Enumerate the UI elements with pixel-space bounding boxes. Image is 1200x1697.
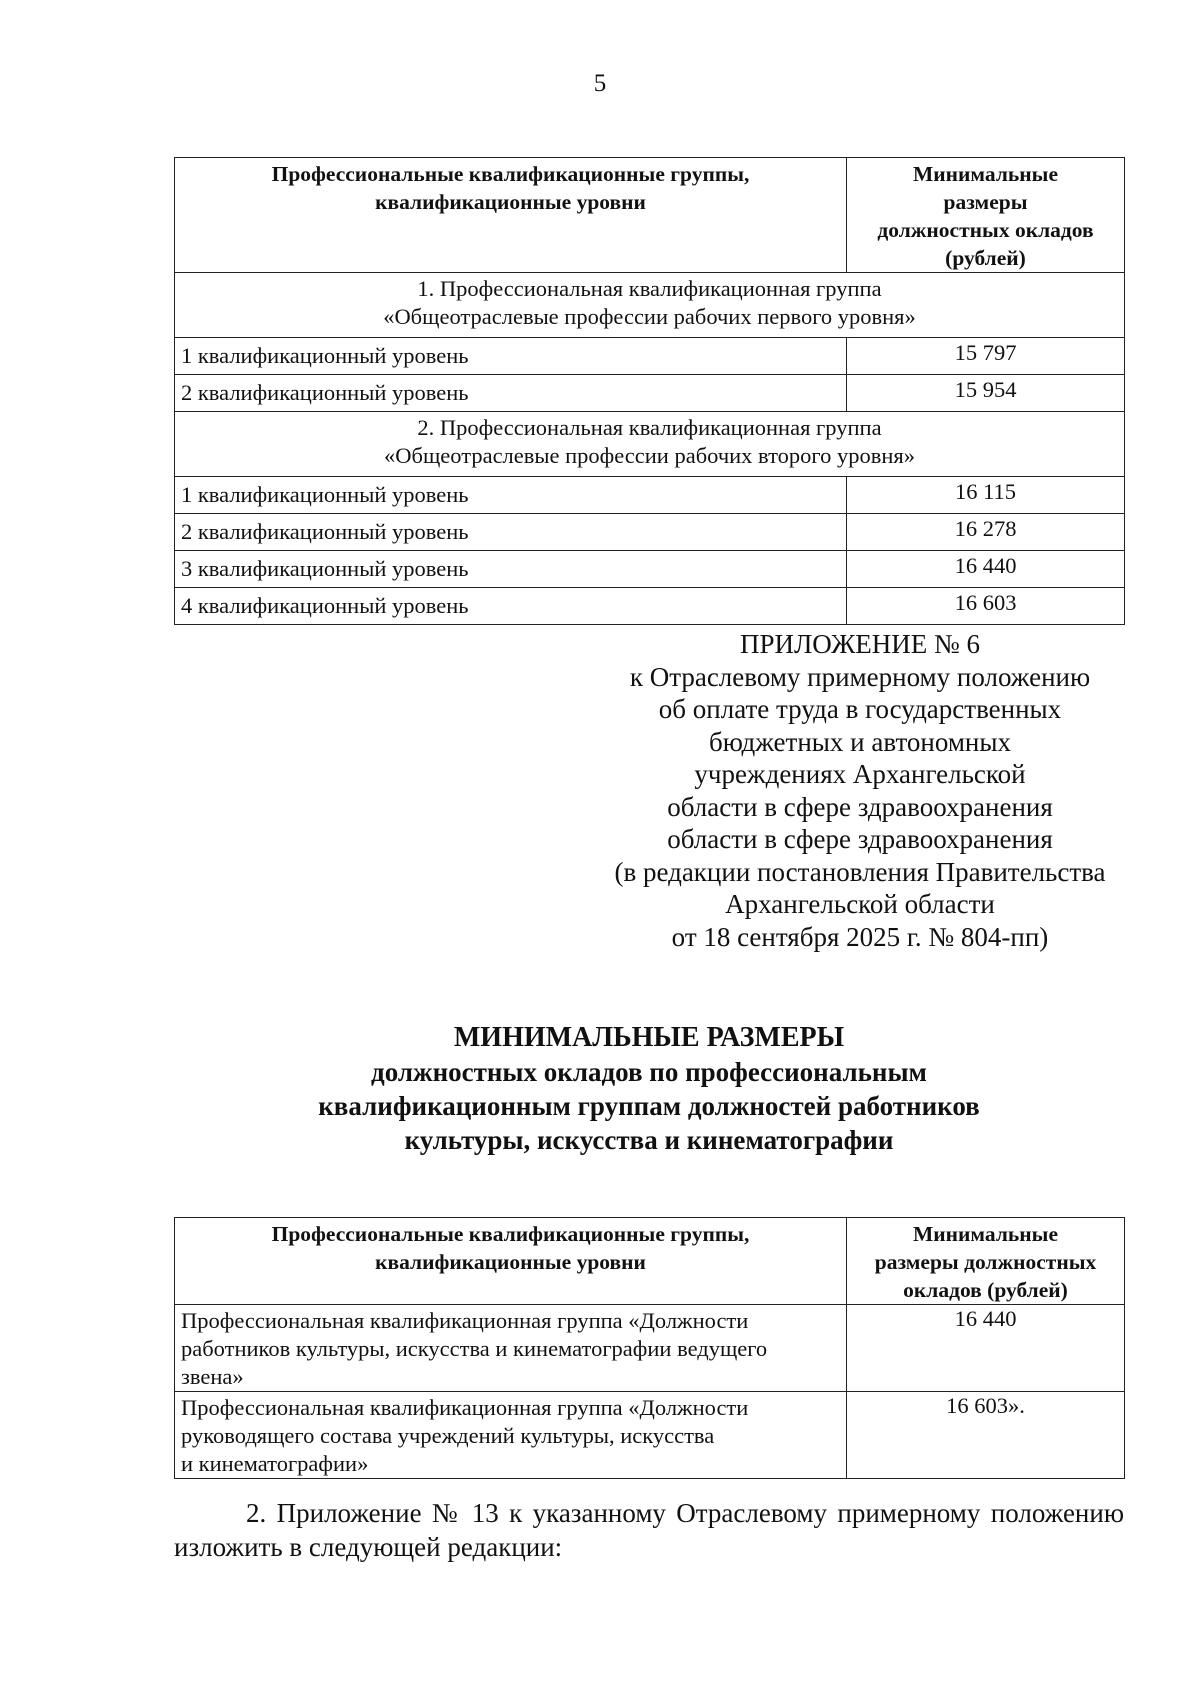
table-row (175, 338, 1125, 375)
group-name-cell (175, 1392, 847, 1479)
table-row (175, 375, 1125, 412)
appendix-line: (в редакции постановления Правительства (614, 856, 1106, 887)
group-name-line: Профессиональная квалификационная группа «Должности (181, 1395, 749, 1420)
level-label: 2 квалификационный уровень (175, 375, 847, 412)
group-name-cell (175, 1305, 847, 1392)
title-line: должностных окладов по профессиональным (371, 1057, 927, 1087)
appendix-line: области в сфере здравоохранения (667, 791, 1053, 822)
table-row (175, 551, 1125, 588)
table-header-row (175, 1218, 1125, 1305)
appendix-line: к Отраслевому примерному положению (629, 661, 1091, 692)
header-amount-cell (847, 1218, 1125, 1305)
appendix-header (590, 628, 1130, 953)
title-line: культуры, искусства и кинематографии (404, 1125, 894, 1155)
level-amount: 16 603 (847, 588, 1125, 625)
group-heading-line: «Общеотраслевые профессии рабочих второго уровня» (384, 443, 915, 468)
paragraph-line: изложить в следующей редакции: (174, 1532, 563, 1562)
group-heading-row (175, 412, 1125, 477)
group-amount: 16 603». (847, 1392, 1125, 1479)
header-amount-line: размеры (943, 190, 1028, 214)
level-label: 4 квалификационный уровень (175, 588, 847, 625)
level-label: 1 квалификационный уровень (175, 338, 847, 375)
header-groups-line: Профессиональные квалификационные группы, (271, 162, 750, 186)
group-name-line: Профессиональная квалификационная группа «Должности (181, 1308, 749, 1333)
group-heading-cell (175, 412, 1125, 477)
level-label: 1 квалификационный уровень (175, 477, 847, 514)
header-groups-line: квалификационные уровни (375, 190, 646, 214)
level-amount: 16 440 (847, 551, 1125, 588)
group-name-line: и кинематографии» (181, 1451, 369, 1476)
level-label: 3 квалификационный уровень (175, 551, 847, 588)
group-heading-cell (175, 273, 1125, 338)
header-amount-line: Минимальные (912, 162, 1059, 186)
level-label: 2 квалификационный уровень (175, 514, 847, 551)
level-amount: 15 954 (847, 375, 1125, 412)
header-groups-cell (175, 1218, 847, 1305)
salary-table-culture (174, 1217, 1125, 1479)
appendix-line: учреждениях Архангельской (694, 759, 1026, 789)
header-amount-line: должностных окладов (877, 218, 1094, 242)
appendix-line: области в сфере здравоохранения (667, 824, 1053, 854)
salary-table-workers (174, 157, 1125, 625)
header-groups-line: квалификационные уровни (375, 1250, 646, 1274)
header-groups-cell (175, 158, 847, 273)
header-groups-line: Профессиональные квалификационные группы, (271, 1222, 750, 1246)
header-amount-line: (рублей) (945, 246, 1026, 270)
appendix-line: об оплате труда в государственных (658, 694, 1062, 724)
level-amount: 15 797 (847, 338, 1125, 375)
group-heading-line: «Общеотраслевые профессии рабочих первого уровня» (383, 304, 916, 329)
table-row (175, 1392, 1125, 1479)
appendix-line: от 18 сентября 2025 г. № 804-пп) (671, 921, 1049, 952)
level-amount: 16 278 (847, 514, 1125, 551)
table-header-row (175, 158, 1125, 273)
table-row (175, 514, 1125, 551)
appendix-line: бюджетных и автономных (708, 726, 1011, 757)
header-amount-cell (847, 158, 1125, 273)
level-amount: 16 115 (847, 477, 1125, 514)
header-amount-line: Минимальные (912, 1222, 1059, 1246)
group-name-line: работников культуры, искусства и кинематографии ведущего (181, 1336, 768, 1361)
appendix-line: Архангельской области (725, 889, 995, 919)
document-title (174, 1021, 1124, 1157)
group-amount: 16 440 (847, 1305, 1125, 1392)
group-name-line: руководящего состава учреждений культуры, искусства (181, 1423, 715, 1448)
group-heading-line: 2. Профессиональная квалификационная группа (417, 415, 882, 440)
group-heading-line: 1. Профессиональная квалификационная группа (417, 276, 882, 301)
table-row (175, 588, 1125, 625)
paragraph-line: 2. Приложение № 13 к указанному Отраслевому примерному положению (246, 1498, 1124, 1528)
group-name-line: звена» (181, 1364, 244, 1389)
header-amount-line: окладов (рублей) (903, 1278, 1068, 1302)
appendix-line: ПРИЛОЖЕНИЕ № 6 (739, 629, 981, 659)
group-heading-row (175, 273, 1125, 338)
title-line: квалификационным группам должностей работников (318, 1091, 980, 1121)
title-line: МИНИМАЛЬНЫЕ РАЗМЕРЫ (453, 1022, 845, 1053)
amendment-paragraph (174, 1496, 1124, 1564)
page-number: 5 (593, 70, 607, 97)
table-row (175, 477, 1125, 514)
header-amount-line: размеры должностных (874, 1250, 1097, 1274)
table-row (175, 1305, 1125, 1392)
